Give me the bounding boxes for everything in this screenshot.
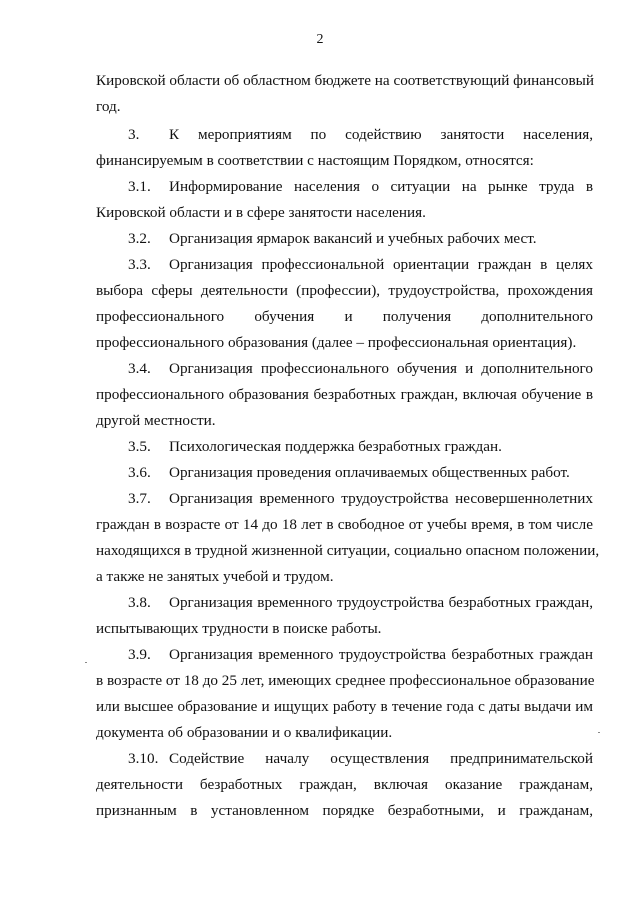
body-text: Информирование населения о ситуации на рынке труда в — [169, 178, 593, 195]
body-line: а также не занятых учебой и трудом. — [96, 568, 334, 585]
body-line: выбора сферы деятельности (профессии), трудоустройства, прохождения — [96, 282, 593, 299]
body-line: Кировской области и в сфере занятости населения. — [96, 204, 426, 221]
body-line: Кировской области об областном бюджете на соответствующий финансовый — [96, 72, 594, 89]
paragraph-first-line — [128, 464, 593, 482]
paragraph-number: 3.7. — [128, 490, 151, 507]
paragraph-number: 3.4. — [128, 360, 151, 377]
body-text: Организация ярмарок вакансий и учебных рабочих мест. — [169, 230, 537, 247]
paragraph-number: 3.8. — [128, 594, 151, 611]
body-line: другой местности. — [96, 412, 216, 429]
body-text: Организация временного трудоустройства безработных граждан, — [169, 594, 593, 611]
body-line: документа об образовании и о квалификации. — [96, 724, 393, 741]
body-line: год. — [96, 98, 121, 115]
paragraph-number: 3.2. — [128, 230, 151, 247]
body-text: Организация профессиональной ориентации граждан в целях — [169, 256, 593, 273]
paragraph-number: 3.5. — [128, 438, 151, 455]
body-line: в возрасте от 18 до 25 лет, имеющих среднее профессиональное образование — [96, 672, 595, 689]
body-line: профессионального образования безработных граждан, включая обучение в — [96, 386, 593, 403]
body-text: Организация временного трудоустройства несовершеннолетних — [169, 490, 593, 507]
body-line: финансируемым в соответствии с настоящим Порядком, относятся: — [96, 152, 534, 169]
body-text: Организация временного трудоустройства безработных граждан — [169, 646, 593, 663]
scan-speck — [85, 662, 87, 663]
paragraph-first-line — [128, 256, 593, 274]
paragraph-number: 3.10. — [128, 750, 159, 767]
body-text: Организация проведения оплачиваемых общественных работ. — [169, 464, 570, 481]
paragraph-first-line — [128, 594, 593, 612]
paragraph-number: 3. — [128, 126, 140, 143]
page-number: 2 — [316, 32, 324, 47]
body-line: испытывающих трудности в поиске работы. — [96, 620, 382, 637]
paragraph-first-line — [128, 360, 593, 378]
body-line: или высшее образование и ищущих работу в течение года с даты выдачи им — [96, 698, 593, 715]
paragraph-number: 3.3. — [128, 256, 151, 273]
paragraph-first-line — [128, 490, 593, 508]
paragraph-number: 3.9. — [128, 646, 151, 663]
scan-speck — [598, 732, 600, 733]
body-line: признанным в установленном порядке безработными, и гражданам, — [96, 802, 593, 819]
body-line: профессионального образования (далее – профессиональная ориентация). — [96, 334, 577, 351]
body-line: находящихся в трудной жизненной ситуации, социально опасном положении, — [96, 542, 600, 559]
paragraph-number: 3.1. — [128, 178, 151, 195]
paragraph-first-line — [128, 750, 593, 768]
body-line: профессионального обучения и получения дополнительного — [96, 308, 593, 325]
paragraph-number: 3.6. — [128, 464, 151, 481]
paragraph-first-line — [128, 230, 593, 248]
body-text: Содействие началу осуществления предпринимательской — [169, 750, 593, 767]
body-line: деятельности безработных граждан, включая оказание гражданам, — [96, 776, 593, 793]
body-text: Организация профессионального обучения и дополнительного — [169, 360, 593, 377]
paragraph-first-line — [128, 438, 593, 456]
body-line: граждан в возрасте от 14 до 18 лет в свободное от учебы время, в том числе — [96, 516, 593, 533]
paragraph-first-line — [128, 126, 593, 144]
body-text: Психологическая поддержка безработных граждан. — [169, 438, 502, 455]
paragraph-first-line — [128, 178, 593, 196]
body-text: К мероприятиям по содействию занятости населения, — [169, 126, 593, 143]
paragraph-first-line — [128, 646, 593, 664]
